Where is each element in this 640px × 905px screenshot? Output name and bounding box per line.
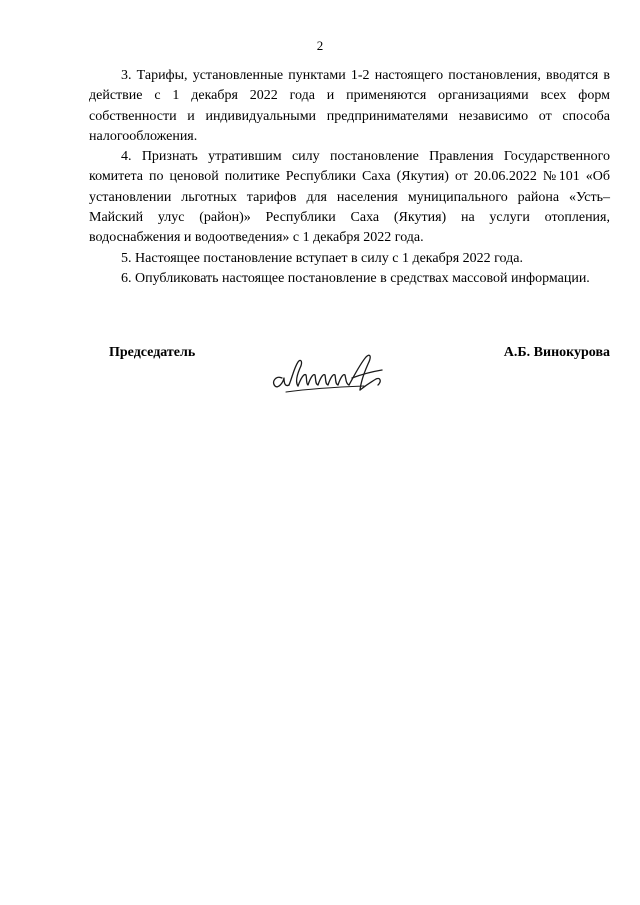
signatory-title: Председатель [109, 345, 196, 360]
signatory-name: А.Б. Винокурова [503, 345, 610, 360]
paragraph-3-tariffs: 3. Тарифы, установленные пунктами 1-2 настоящего постановления, вводятся в действие с 1 декабря 2022 года и применяются организациями всех форм собственности и индивидуальными предпринимателями независимо от способа налогообложения. [89, 68, 610, 144]
paragraph-4-repeal: 4. Признать утратившим силу постановление Правления Государственного комитета по ценовой политике Республики Саха (Якутия) от 20.06.2022 №101 «Об установлении льготных тарифов для населения муниципального района «Усть–Майский улус (район)» Республики Саха (Якутия) на услуги отопления, водоснабжения и водоотведения» с 1 декабря 2022 года. [89, 149, 610, 246]
paragraph-5-effective-date: 5. Настоящее постановление вступает в силу с 1 декабря 2022 года. [121, 250, 523, 266]
page-number: 2 [316, 38, 324, 53]
document-body [89, 66, 610, 289]
paragraph-6-publication: 6. Опубликовать настоящее постановление в средствах массовой информации. [121, 270, 590, 286]
handwritten-signature-icon [268, 348, 398, 404]
